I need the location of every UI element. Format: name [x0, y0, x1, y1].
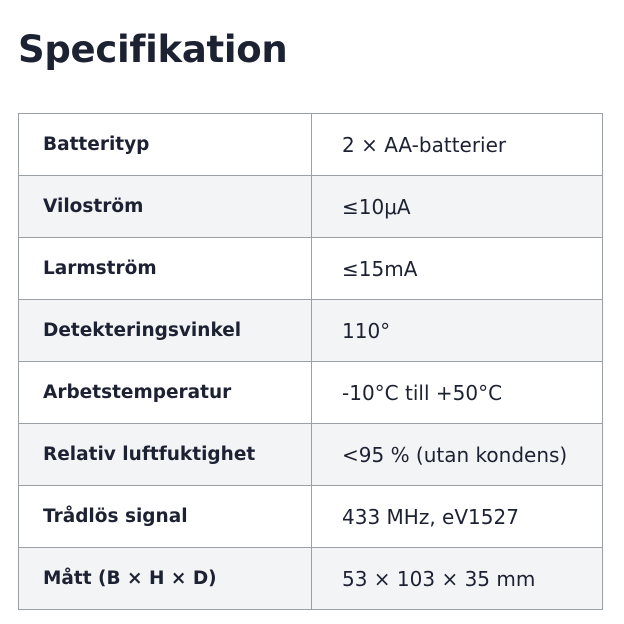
table-row [19, 300, 603, 362]
table-row [19, 548, 603, 610]
spec-label: Mått (B × H × D) [19, 548, 312, 610]
spec-label: Trådlös signal [19, 486, 312, 548]
table-row [19, 238, 603, 300]
spec-label: Relativ luftfuktighet [19, 424, 312, 486]
spec-label: Detekteringsvinkel [19, 300, 312, 362]
table-row [19, 486, 603, 548]
page-title: Specifikation [18, 28, 288, 71]
table-row [19, 424, 603, 486]
spec-value: 433 MHz, eV1527 [312, 486, 603, 548]
spec-value: 2 × AA-batterier [312, 114, 603, 176]
spec-value: ≤10μA [312, 176, 603, 238]
spec-label: Viloström [19, 176, 312, 238]
spec-table [18, 113, 603, 610]
table-row [19, 114, 603, 176]
spec-label: Arbetstemperatur [19, 362, 312, 424]
spec-table-body [19, 114, 603, 610]
spec-value: 110° [312, 300, 603, 362]
spec-label: Batterityp [19, 114, 312, 176]
spec-value: 53 × 103 × 35 mm [312, 548, 603, 610]
spec-label: Larmström [19, 238, 312, 300]
spec-value: ≤15mA [312, 238, 603, 300]
table-row [19, 176, 603, 238]
table-row [19, 362, 603, 424]
spec-value: -10°C till +50°C [312, 362, 603, 424]
spec-value: <95 % (utan kondens) [312, 424, 603, 486]
